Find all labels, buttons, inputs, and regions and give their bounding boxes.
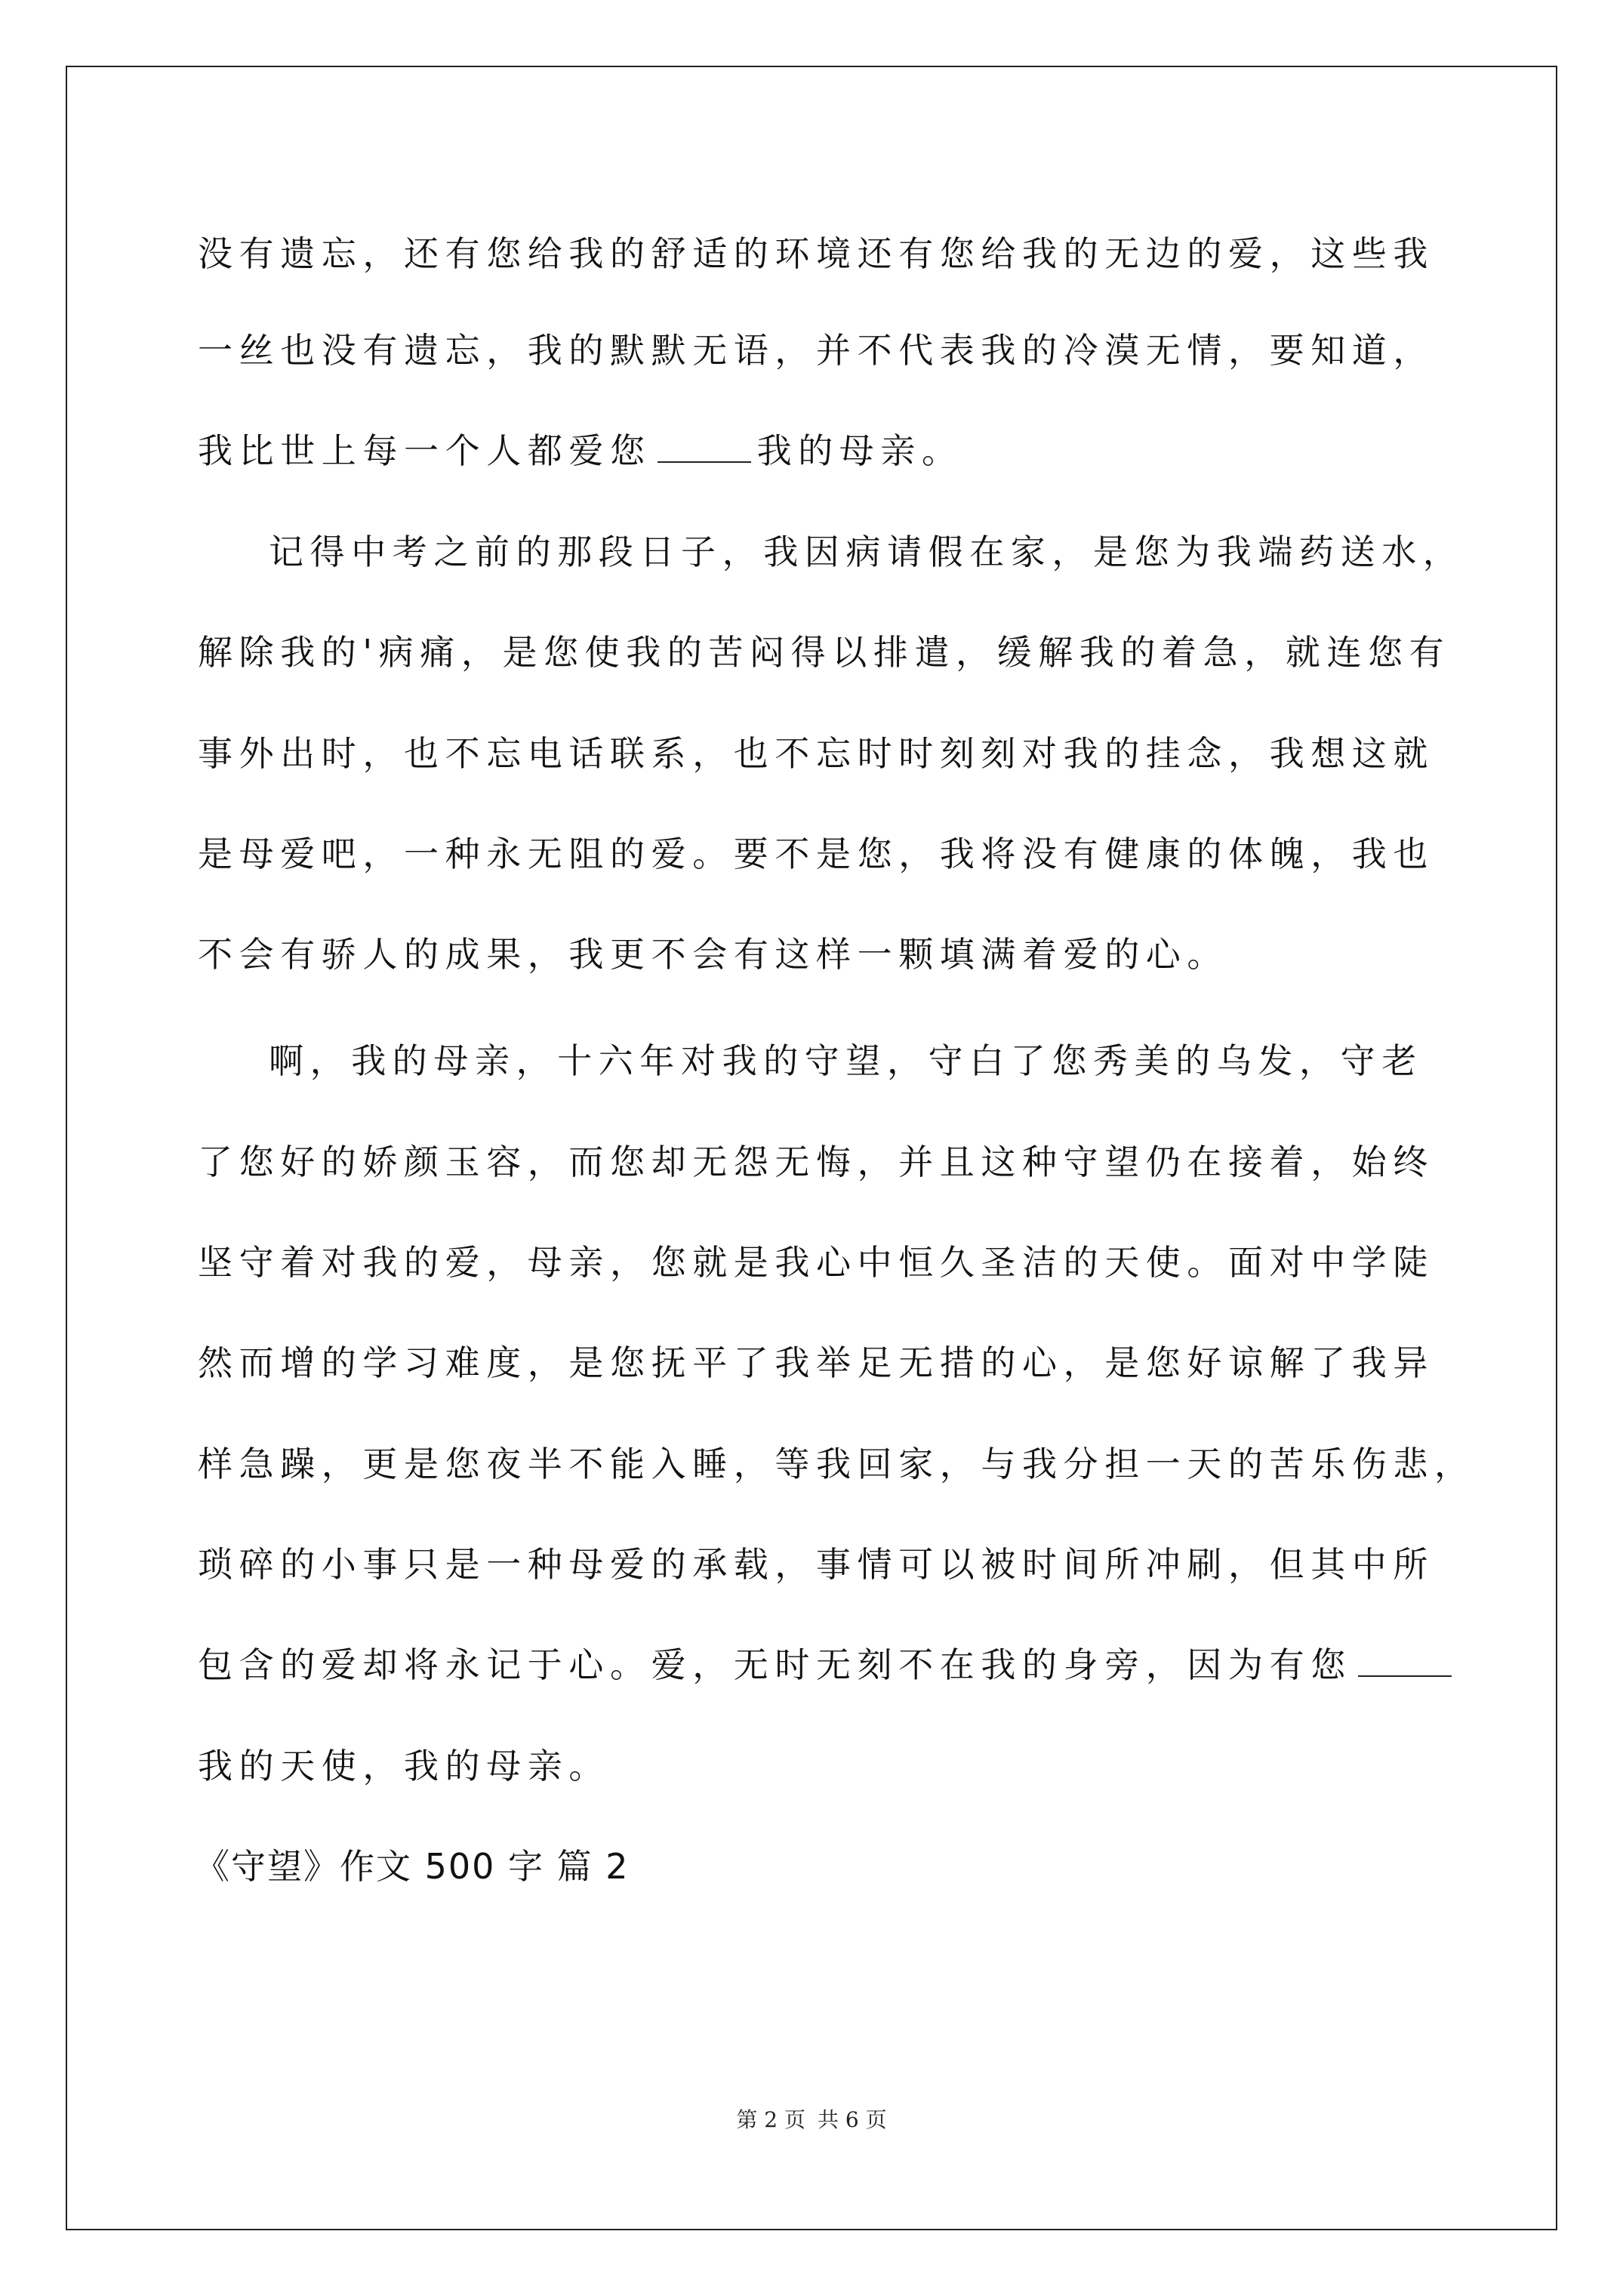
body-line-13: 样急躁，更是您夜半不能入睡，等我回家，与我分担一天的苦乐伤悲，	[198, 1444, 1476, 1484]
section-heading: 《守望》作文 500 字 篇 2	[195, 1846, 630, 1887]
body-line-16: 我的天使，我的母亲。	[198, 1746, 610, 1786]
body-line-6: 事外出时，也不忘电话联系，也不忘时时刻刻对我的挂念，我想这就	[198, 733, 1434, 774]
line-3-after-blank: 我的母亲。	[756, 430, 963, 471]
page-total: 共 6 页	[818, 2107, 887, 2132]
line-15-text: 包含的爱却将永记于心。爱，无时无刻不在我的身旁，因为有您	[198, 1644, 1352, 1685]
page-number: 第 2 页	[736, 2107, 805, 2132]
page-footer	[0, 2106, 1623, 2134]
fill-blank	[658, 434, 751, 463]
body-line-14: 琐碎的小事只是一种母爱的承载，事情可以被时间所冲刷，但其中所	[198, 1544, 1434, 1585]
fill-blank-2	[1358, 1648, 1452, 1677]
body-line-8: 不会有骄人的成果，我更不会有这样一颗填满着爱的心。	[198, 934, 1228, 975]
body-line-2: 一丝也没有遗忘，我的默默无语，并不代表我的冷漠无情，要知道，	[198, 330, 1434, 371]
body-line-1: 没有遗忘，还有您给我的舒适的环境还有您给我的无边的爱，这些我	[198, 233, 1434, 274]
body-line-7: 是母爱吧，一种永无阻的爱。要不是您，我将没有健康的体魄，我也	[198, 834, 1434, 874]
body-line-5: 解除我的'病痛，是您使我的苦闷得以排遣，缓解我的着急，就连您有	[198, 632, 1451, 673]
body-line-15	[198, 1642, 1458, 1687]
body-line-11: 坚守着对我的爱，母亲，您就是我心中恒久圣洁的天使。面对中学陡	[198, 1242, 1434, 1283]
body-line-12: 然而增的学习难度，是您抚平了我举足无措的心，是您好谅解了我异	[198, 1342, 1434, 1383]
body-line-4: 记得中考之前的那段日子，我因病请假在家，是您为我端药送水，	[269, 532, 1464, 572]
body-line-9: 啊，我的母亲，十六年对我的守望，守白了您秀美的乌发，守老	[269, 1040, 1423, 1081]
body-line-10: 了您好的娇颜玉容，而您却无怨无悔，并且这种守望仍在接着，始终	[198, 1142, 1434, 1182]
body-line-3	[198, 428, 963, 473]
line-3-before-blank: 我比世上每一个人都爱您	[198, 430, 651, 471]
